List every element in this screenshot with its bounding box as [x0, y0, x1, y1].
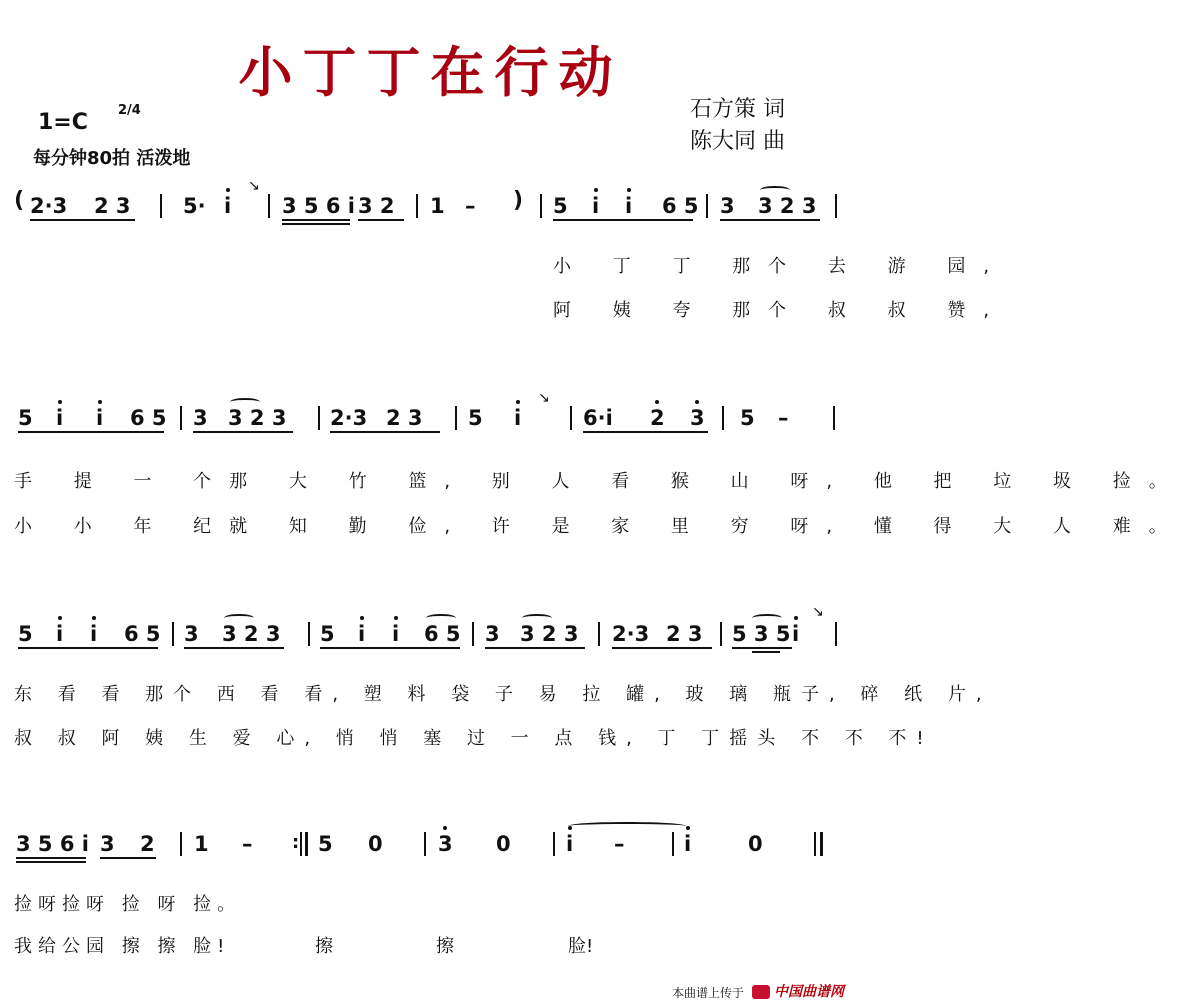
beam [282, 223, 350, 225]
barline [318, 406, 320, 430]
barline [472, 622, 474, 646]
arrow-icon: ↘ [248, 178, 260, 194]
note: 5 [553, 194, 568, 218]
footer-brand[interactable] [752, 981, 844, 1001]
barline [455, 406, 457, 430]
tie [568, 822, 686, 830]
barline [722, 406, 724, 430]
slur [760, 186, 790, 194]
barline [598, 622, 600, 646]
composer-credit: 陈大同 曲 [690, 129, 785, 154]
note: 5 [320, 622, 335, 646]
lyric-line-2b: 小 小 年 纪就 知 勤 俭, 许 是 家 里 穷 呀, 懂 得 大 人 难。 [14, 516, 1185, 537]
lyric-line-1a: 小 丁 丁 那个 去 游 园, [553, 256, 1008, 277]
note: – [242, 832, 253, 856]
barline [672, 832, 674, 856]
lyric-line-4a: 捡呀捡呀 捡 呀 捡。 [14, 894, 242, 915]
staff-4 [0, 826, 861, 886]
beam [18, 647, 158, 649]
note: i [392, 622, 400, 646]
arrow-icon: ↘ [538, 390, 550, 406]
lyric-line-4b-4: 脸! [568, 936, 594, 957]
note: 0 [496, 832, 511, 856]
beam [320, 647, 460, 649]
note: – [778, 406, 789, 430]
note: 6 5 [130, 406, 167, 430]
beam [358, 219, 404, 221]
staff-2 [0, 390, 861, 460]
note: i [792, 622, 800, 646]
note: i [56, 622, 64, 646]
note: – [614, 832, 625, 856]
barline [820, 832, 823, 856]
lyricist-credit: 石方策 词 [690, 97, 785, 122]
beam [100, 857, 156, 859]
lyric-line-3a: 东 看 看 那个 西 看 看, 塑 料 袋 子 易 拉 罐, 玻 璃 瓶子, 碎 纸 片, [14, 684, 992, 705]
note: 3 [193, 406, 208, 430]
note: i [96, 406, 104, 430]
note: i [625, 194, 633, 218]
slur [230, 398, 260, 406]
tempo-marking: 每分钟80拍 活泼地 [33, 148, 191, 169]
note: 3 [184, 622, 199, 646]
lyric-line-4b-3: 擦 [436, 936, 454, 957]
note: 3 [690, 406, 705, 430]
note: i [592, 194, 600, 218]
beam [16, 857, 86, 859]
note: 2·3 [612, 622, 650, 646]
note: 5 3 5 [732, 622, 791, 646]
note: 3 2 3 [758, 194, 817, 218]
note: i [90, 622, 98, 646]
barline [160, 194, 162, 218]
beam [752, 651, 780, 653]
note: 2 [140, 832, 155, 856]
note: 2 3 [386, 406, 423, 430]
slur [224, 614, 254, 622]
note: 5 [318, 832, 333, 856]
note: 0 [368, 832, 383, 856]
brand-name: 中国曲谱网 [774, 984, 844, 1000]
repeat-dots: : [292, 832, 300, 853]
footer-text: 本曲谱上传于 [672, 986, 745, 1000]
note: 3 [100, 832, 115, 856]
beam [16, 861, 86, 863]
slur [522, 614, 552, 622]
beam [732, 647, 792, 649]
beam [330, 431, 440, 433]
note: 3 2 [358, 194, 395, 218]
note: 2 3 [666, 622, 703, 646]
note: 2 [650, 406, 665, 430]
barline [706, 194, 708, 218]
barline [540, 194, 542, 218]
arrow-icon: ↘ [812, 604, 824, 620]
note: 5 [468, 406, 483, 430]
barline [720, 622, 722, 646]
note: i [358, 622, 366, 646]
barline [305, 832, 308, 856]
staff-1 [0, 178, 861, 248]
barline [268, 194, 270, 218]
note: 3 2 3 [222, 622, 281, 646]
barline [835, 622, 837, 646]
note: 3 5 6 i [282, 194, 355, 218]
barline [814, 832, 816, 856]
barline [833, 406, 835, 430]
barline [424, 832, 426, 856]
barline [553, 832, 555, 856]
barline [570, 406, 572, 430]
slur [752, 614, 782, 622]
lyric-line-1b: 阿 姨 夸 那个 叔 叔 赞, [553, 300, 1008, 321]
note: 6 5 [662, 194, 699, 218]
beam [720, 219, 820, 221]
beam [193, 431, 293, 433]
note: 3 2 3 [228, 406, 287, 430]
note: 3 2 3 [520, 622, 579, 646]
note: i [684, 832, 692, 856]
note: 1 [430, 194, 445, 218]
lyric-line-3b: 叔 叔 阿 姨 生 爱 心, 悄 悄 塞 过 一 点 钱, 丁 丁摇头 不 不 不! [14, 728, 934, 749]
note: 3 [485, 622, 500, 646]
barline [416, 194, 418, 218]
note: i [514, 406, 522, 430]
note: 5 [18, 622, 33, 646]
barline [835, 194, 837, 218]
barline [180, 832, 182, 856]
beam [282, 219, 350, 221]
note: i [224, 194, 232, 218]
beam [18, 431, 164, 433]
note: 0 [748, 832, 763, 856]
beam [184, 647, 284, 649]
time-signature-text: 2/4 [118, 103, 141, 118]
lyric-line-4b-2: 擦 [315, 936, 333, 957]
note: 5 [18, 406, 33, 430]
beam [485, 647, 585, 649]
lyric-line-2a: 手 提 一 个那 大 竹 篮, 别 人 看 猴 山 呀, 他 把 垃 圾 捡。 [14, 471, 1185, 492]
beam [612, 647, 712, 649]
note: 6·i [583, 406, 613, 430]
note: i [566, 832, 574, 856]
note: 3 [720, 194, 735, 218]
close-paren: ) [513, 188, 524, 213]
note: 2·3 [330, 406, 368, 430]
note: 6 5 [124, 622, 161, 646]
barline [300, 832, 302, 856]
staff-3 [0, 604, 861, 676]
note: 5 [740, 406, 755, 430]
barline [180, 406, 182, 430]
time-signature [118, 104, 141, 117]
note: 2·3 [30, 194, 68, 218]
note: 3 [438, 832, 453, 856]
beam [553, 219, 693, 221]
note: 5· [183, 194, 206, 218]
key-signature: 1=C [38, 110, 88, 135]
open-paren: ( [14, 188, 25, 213]
note: 1 [194, 832, 209, 856]
note: i [56, 406, 64, 430]
barline [172, 622, 174, 646]
slur [426, 614, 456, 622]
note: – [465, 194, 476, 218]
barline [308, 622, 310, 646]
brand-logo-icon [752, 985, 770, 999]
note: 2 3 [94, 194, 131, 218]
lyric-line-4b-1: 我给公园 擦 擦 脸! [14, 936, 231, 957]
beam [30, 219, 135, 221]
note: 6 5 [424, 622, 461, 646]
note: 3 5 6 i [16, 832, 89, 856]
page-title: 小丁丁在行动 [238, 41, 623, 104]
beam [583, 431, 708, 433]
